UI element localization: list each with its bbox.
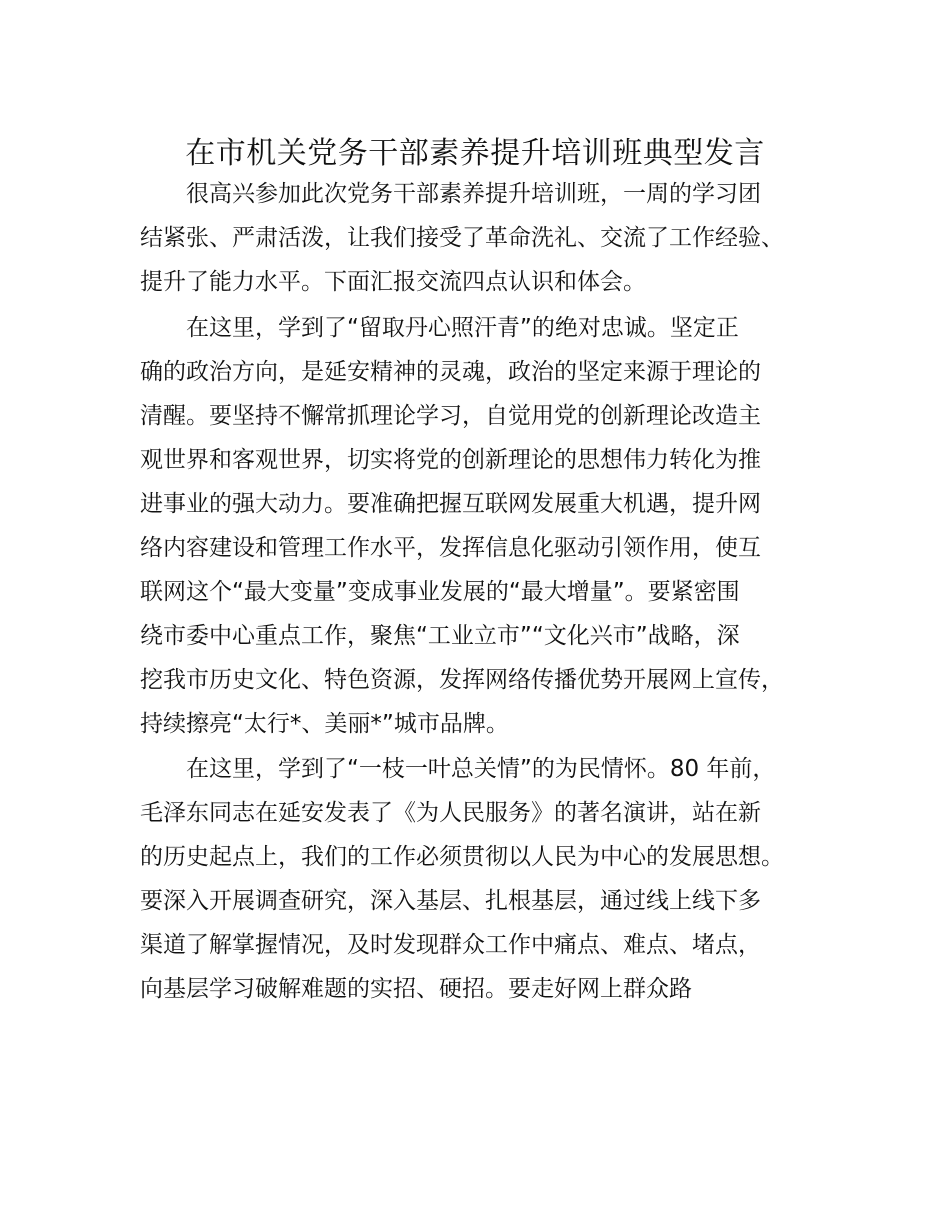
paragraph-line: 持续擦亮“太行*、美丽*”城市品牌。 <box>140 711 509 737</box>
paragraph-line: 很高兴参加此次党务干部素养提升培训班，一周的学习团 <box>186 181 761 207</box>
paragraph-line: 结紧张、严肃活泼，让我们接受了革命洗礼、交流了工作经验、 <box>140 225 784 251</box>
paragraph-people <box>140 747 840 1011</box>
paragraph-line: 要深入开展调查研究，深入基层、扎根基层，通过线上线下多 <box>140 888 761 914</box>
paragraph-line: 确的政治方向，是延安精神的灵魂，政治的坚定来源于理论的 <box>140 359 761 385</box>
paragraph-line: 进事业的强大动力。要准确把握互联网发展重大机遇，提升网 <box>140 491 761 517</box>
paragraph-line: 向基层学习破解难题的实招、硬招。要走好网上群众路 <box>140 976 692 1002</box>
paragraph-line: 在这里，学到了“留取丹心照汗青”的绝对忠诚。坚定正 <box>186 315 739 341</box>
paragraph-line: 挖我市历史文化、特色资源，发挥网络传播优势开展网上宣传， <box>140 667 784 693</box>
paragraph-line: 络内容建设和管理工作水平，发挥信息化驱动引领作用，使互 <box>140 535 761 561</box>
paragraph-line: 毛泽东同志在延安发表了《为人民服务》的著名演讲，站在新 <box>140 800 761 826</box>
paragraph-line: 渠道了解掌握情况，及时发现群众工作中痛点、难点、堵点， <box>140 932 761 958</box>
paragraph-intro <box>140 172 840 304</box>
paragraph-line: 联网这个“最大变量”变成事业发展的“最大增量”。要紧密围 <box>140 579 740 605</box>
document-title: 在市机关党务干部素养提升培训班典型发言 <box>185 136 765 172</box>
paragraph-line: 观世界和客观世界，切实将党的创新理论的思想伟力转化为推 <box>140 447 761 473</box>
paragraph-loyalty <box>140 306 840 746</box>
paragraph-line: 提升了能力水平。下面汇报交流四点认识和体会。 <box>140 269 646 295</box>
paragraph-line: 清醒。要坚持不懈常抓理论学习，自觉用党的创新理论改造主 <box>140 403 761 429</box>
paragraph-line: 在这里，学到了“一枝一叶总关情”的为民情怀。80 年前， <box>186 756 776 782</box>
paragraph-line: 的历史起点上，我们的工作必须贯彻以人民为中心的发展思想。 <box>140 844 784 870</box>
paragraph-line: 绕市委中心重点工作，聚焦“工业立市”“文化兴市”战略，深 <box>140 623 740 649</box>
